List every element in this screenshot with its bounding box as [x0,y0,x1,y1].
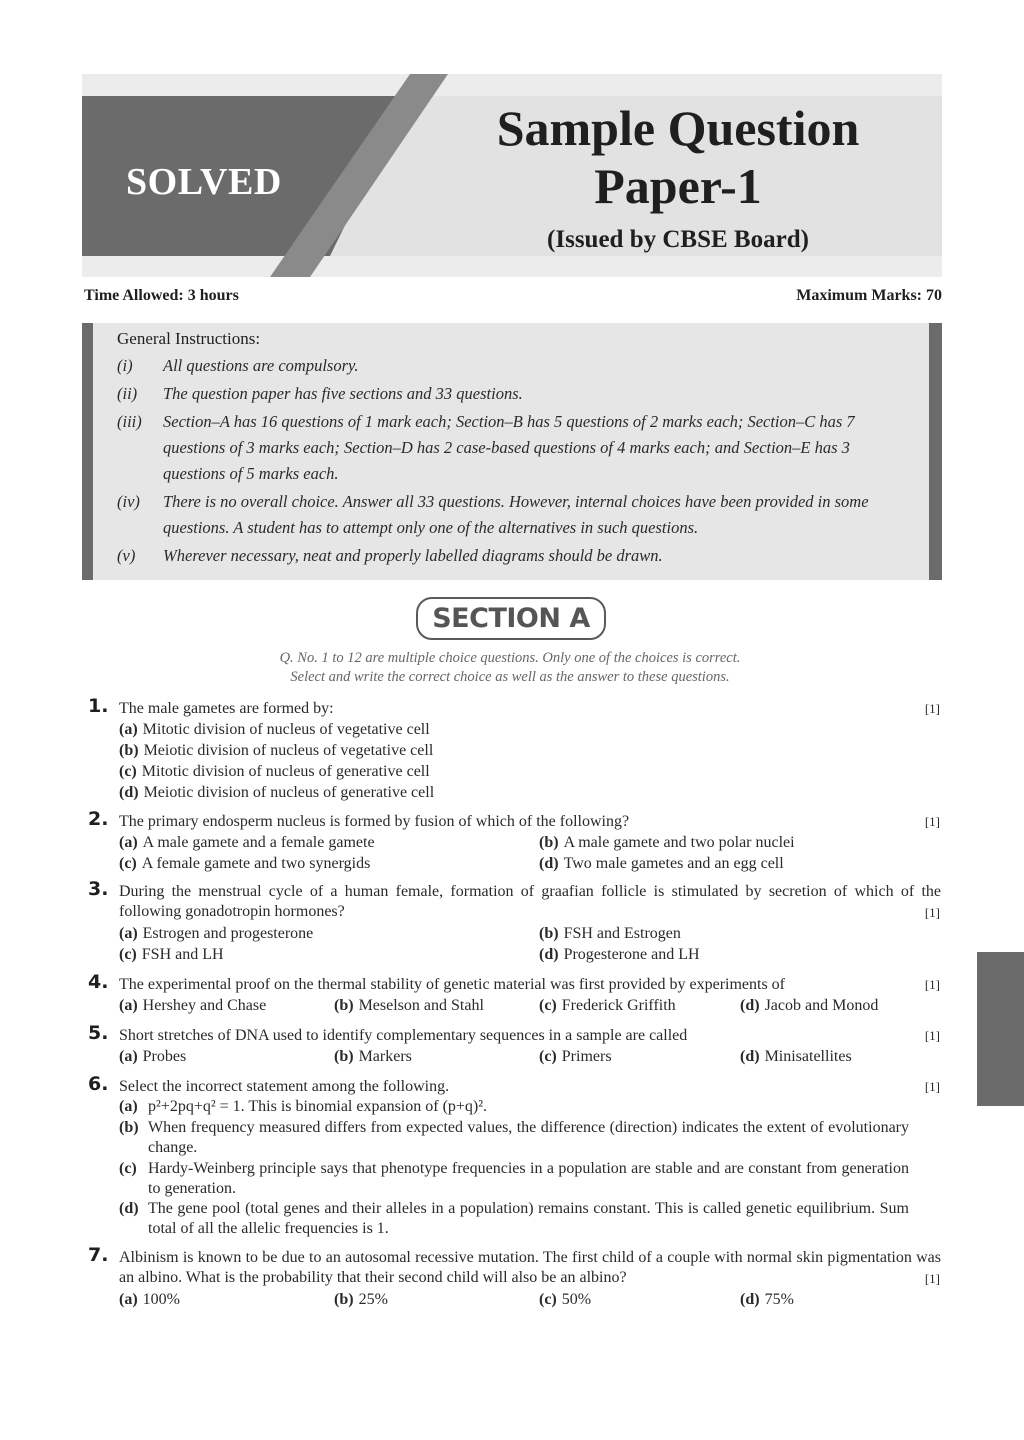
instruction-number: (v) [117,546,136,565]
option-text: FSH and LH [141,946,224,963]
issued-by: (Issued by CBSE Board) [547,226,809,253]
option-label: (b) [539,925,559,942]
option [119,1047,186,1067]
instruction-text: Wherever necessary, neat and properly labelled diagrams should be drawn. [163,546,663,565]
option [119,762,430,782]
option-label: (d) [740,1048,760,1065]
option-label: (c) [539,1048,557,1065]
option [539,924,681,944]
option-text: 75% [764,1291,794,1308]
option [119,945,224,965]
option-text: Mitotic division of nucleus of generative cell [141,763,430,780]
option [119,1118,909,1158]
option [539,854,784,874]
option-label: (b) [539,834,559,851]
instruction-item [117,543,907,569]
question-marks: [1] [924,905,940,920]
option-text: Two male gametes and an egg cell [563,855,784,872]
option-text: Mitotic division of nucleus of vegetative cell [142,721,430,738]
option-label: (c) [119,855,137,872]
paper-title-line2: Paper-1 [594,158,762,214]
option-text: Minisatellites [764,1048,852,1065]
option-text: Meiotic division of nucleus of generative cell [143,784,435,801]
option-text: Estrogen and progesterone [142,925,314,942]
option [334,1290,388,1310]
option [119,1290,180,1310]
option-text: Jacob and Monod [764,997,879,1014]
question-number: 1. [88,695,109,717]
option [539,833,795,853]
option [539,945,700,965]
option [119,833,375,853]
question-number: 2. [88,808,109,830]
section-note-line1: Q. No. 1 to 12 are multiple choice questions. Only one of the choices is correct. [279,650,741,666]
option-text: Hershey and Chase [142,997,267,1014]
header-banner [82,74,942,277]
question-marks: [1] [924,814,940,829]
instruction-number: (ii) [117,384,138,403]
option-text: Probes [142,1048,187,1065]
question-marks: [1] [924,701,940,716]
option [119,996,266,1016]
question-number: 6. [88,1073,109,1095]
instruction-item [117,381,907,407]
option-label: (c) [539,997,557,1014]
option-label: (c) [119,763,137,780]
question-text: During the menstrual cycle of a human female, formation of graafian follicle is stimulated by secretion of which of the following gonadotropin hormones? [119,883,941,920]
question-text: Albinism is known to be due to an autosomal recessive mutation. The first child of a couple with normal skin pigmentation was an albino. What is the probability that their second child will also be an albino? [119,1249,941,1286]
option-label: (d) [740,997,760,1014]
option [119,1097,909,1117]
instruction-text: Section–A has 16 questions of 1 mark each; Section–B has 5 questions of 2 marks each; Section–C has 7 questions of 3 marks each; Section–D has 2 case-based questions of 4 marks each; and Section–E has 3 questions of 5 marks each. [163,412,855,483]
instruction-text: The question paper has five sections and 33 questions. [163,384,523,403]
paper-title-line1: Sample Question [496,100,860,156]
option [119,1199,909,1239]
instruction-item [117,489,907,541]
maximum-marks: Maximum Marks: 70 [796,287,942,304]
instruction-number: (iv) [117,492,140,511]
instruction-text: All questions are compulsory. [163,356,359,375]
option-text: Markers [358,1048,412,1065]
option-text: A female gamete and two synergids [141,855,371,872]
section-note-line2: Select and write the correct choice as well as the answer to these questions. [290,669,730,685]
instructions-title: General Instructions: [117,329,261,348]
option-text: A male gamete and a female gamete [142,834,375,851]
general-instructions-box [82,323,942,580]
option-label: (d) [119,784,139,801]
option-text: 25% [358,1291,388,1308]
page-edge-tab [977,952,1024,1106]
option-label: (a) [119,997,138,1014]
option [119,924,313,944]
question-text: The primary endosperm nucleus is formed by fusion of which of the following? [119,813,630,830]
option-label: (a) [119,1291,138,1308]
option-text: Progesterone and LH [563,946,700,963]
question-text: Select the incorrect statement among the following. [119,1078,450,1095]
question-marks: [1] [924,1079,940,1094]
instruction-number: (i) [117,356,133,375]
instruction-item [117,353,907,379]
option [539,1290,591,1310]
option [740,1290,794,1310]
question-number: 4. [88,971,109,993]
option-text: The gene pool (total genes and their alleles in a population) remains constant. This is called genetic equilibrium. Sum total of all the allelic frequencies is 1. [148,1200,909,1237]
option-label: (b) [119,1119,139,1136]
section-a-heading: SECTION A [416,597,606,640]
solved-label: SOLVED [126,161,282,203]
option-text: 100% [142,1291,180,1308]
option-label: (b) [334,1291,354,1308]
option-text: Primers [561,1048,612,1065]
option [119,854,370,874]
question-number: 7. [88,1244,109,1266]
instruction-item [117,409,907,487]
option [740,1047,852,1067]
option-text: FSH and Estrogen [563,925,681,942]
option [119,741,433,761]
option-label: (a) [119,1098,138,1115]
option-label: (d) [539,855,559,872]
option-label: (d) [119,1200,139,1217]
option [119,1159,909,1199]
option-label: (a) [119,721,138,738]
question-text: The experimental proof on the thermal stability of genetic material was first provided by experiments of [119,976,786,993]
time-allowed: Time Allowed: 3 hours [84,287,239,304]
question-marks: [1] [924,1028,940,1043]
option [334,1047,412,1067]
instruction-text: There is no overall choice. Answer all 33 questions. However, internal choices have been provided in some questions. A student has to attempt only one of the alternatives in such questions. [163,492,869,537]
option-text: Meiotic division of nucleus of vegetative cell [143,742,434,759]
option-label: (d) [539,946,559,963]
option-label: (b) [334,997,354,1014]
question-number: 5. [88,1022,109,1044]
instruction-number: (iii) [117,412,142,431]
option [539,1047,612,1067]
option-text: Meselson and Stahl [358,997,484,1014]
option [334,996,484,1016]
option-label: (d) [740,1291,760,1308]
option-text: When frequency measured differs from expected values, the difference (direction) indicates the extent of evolutionary change. [148,1119,909,1156]
option-label: (a) [119,925,138,942]
option [119,783,434,803]
question-text: The male gametes are formed by: [119,700,334,717]
option-label: (b) [334,1048,354,1065]
option-label: (c) [539,1291,557,1308]
option-text: 50% [561,1291,592,1308]
option [119,720,430,740]
option-label: (a) [119,834,138,851]
question-marks: [1] [924,1271,940,1286]
option [539,996,676,1016]
option-text: p²+2pq+q² = 1. This is binomial expansion of (p+q)². [148,1098,488,1115]
option-text: A male gamete and two polar nuclei [563,834,795,851]
option [740,996,878,1016]
option-label: (a) [119,1048,138,1065]
option-text: Frederick Griffith [561,997,676,1014]
option-label: (b) [119,742,139,759]
question-number: 3. [88,878,109,900]
question-text: Short stretches of DNA used to identify complementary sequences in a sample are called [119,1027,688,1044]
option-label: (c) [119,1160,137,1177]
option-label: (c) [119,946,137,963]
option-text: Hardy-Weinberg principle says that phenotype frequencies in a population are stable and are constant from generation to generation. [148,1160,909,1197]
question-marks: [1] [924,977,940,992]
